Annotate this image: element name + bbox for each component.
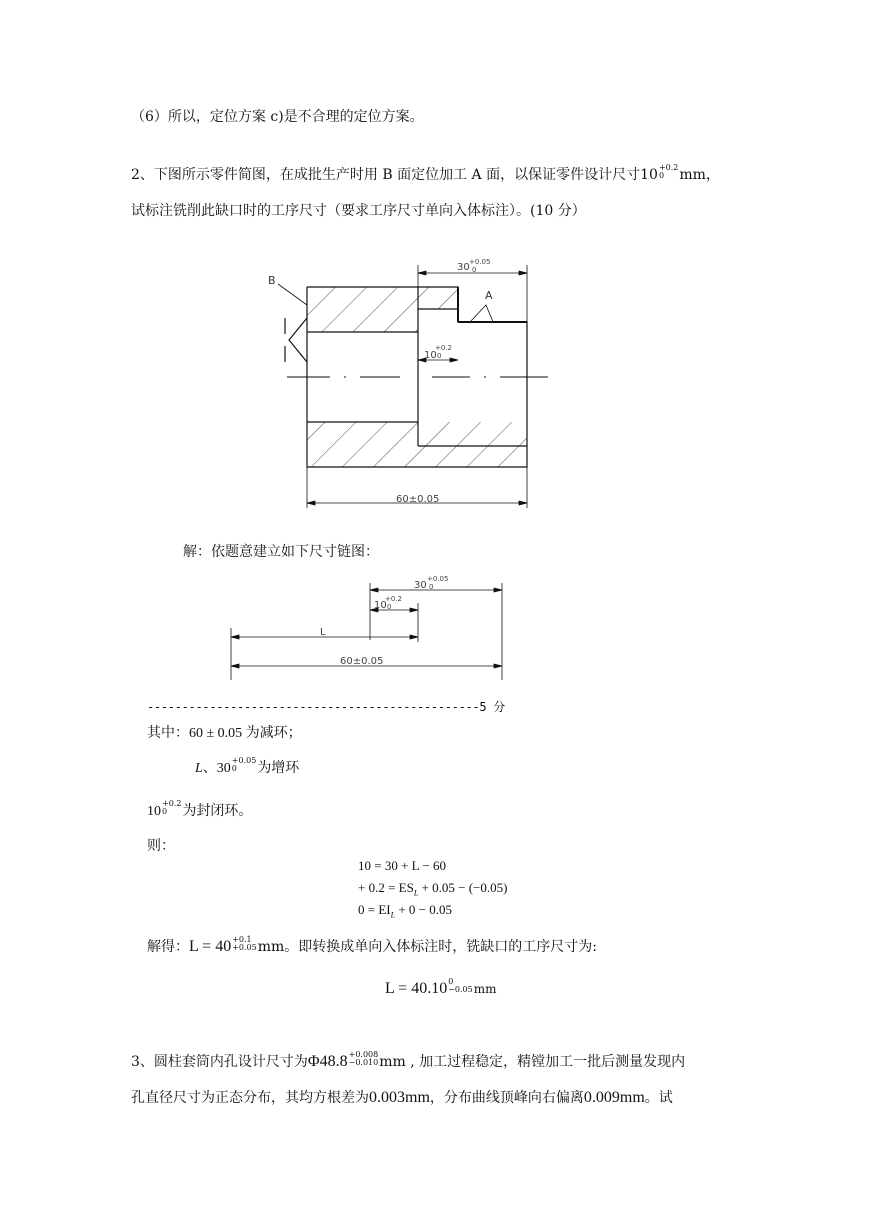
among-label: 其中： bbox=[147, 725, 189, 741]
solve-tol bbox=[232, 936, 257, 952]
closed-low: 0 bbox=[162, 807, 168, 816]
q3-sigma: 0.003mm bbox=[369, 1089, 430, 1106]
q3-offset: 0.009mm bbox=[583, 1089, 645, 1106]
q2-line-2: 试标注铣削此缺口时的工序尺寸（要求工序尺寸单向入体标注）。(10 分） bbox=[131, 203, 586, 219]
label-a: A bbox=[485, 289, 493, 302]
dim-30-low: 0 bbox=[472, 266, 477, 274]
inc-mid: 、30 bbox=[202, 761, 231, 776]
q3-up: +0.008 bbox=[348, 1050, 379, 1059]
chain-10-low: 0 bbox=[387, 603, 392, 611]
dim-60-text: 60±0.05 bbox=[396, 494, 440, 505]
chain-30-text: 30 bbox=[414, 580, 427, 591]
eq3-sub: L bbox=[390, 910, 396, 920]
closed-suffix: 为封闭环。 bbox=[182, 803, 253, 819]
chain-30-up: +0.05 bbox=[427, 575, 449, 583]
eq3-rest: + 0 − 0.05 bbox=[395, 902, 452, 917]
equation-1: 10 = 30 + L − 60 bbox=[358, 858, 446, 873]
upper-right-hatch bbox=[418, 287, 458, 309]
dim-30-up: +0.05 bbox=[469, 258, 491, 266]
solve-low: +0.05 bbox=[232, 943, 257, 952]
dimension-chain-figure bbox=[220, 570, 520, 685]
q2-dim-up: +0.2 bbox=[658, 163, 679, 172]
lower-hatch bbox=[307, 422, 527, 467]
inc-tol bbox=[232, 757, 257, 773]
q3-tol bbox=[349, 1051, 379, 1067]
solve-up: +0.1 bbox=[232, 935, 252, 944]
final-low: −0.05 bbox=[448, 985, 473, 994]
eq2-rest: + 0.05 − (−0.05) bbox=[418, 880, 508, 895]
b-leader bbox=[278, 284, 307, 305]
closed-tol bbox=[162, 800, 181, 816]
eq3-main: 0 = EI bbox=[358, 902, 391, 917]
solve-label: 解得： bbox=[147, 939, 189, 955]
q3-pre: 3、圆柱套筒内孔设计尺寸为 bbox=[131, 1054, 308, 1070]
q2-dim bbox=[640, 163, 679, 183]
solve-unit: mm。即转换成单向入体标注时，铣缺口的工序尺寸为: bbox=[257, 939, 597, 955]
q3-line-2 bbox=[131, 1087, 673, 1107]
dim-10-text: 10 bbox=[424, 350, 437, 361]
solve-l: L = 40 bbox=[189, 938, 232, 955]
closed-ring-line bbox=[147, 800, 252, 820]
decreasing-ring-line bbox=[147, 722, 302, 742]
q3-low: −0.010 bbox=[348, 1058, 379, 1067]
chain-60-text: 60±0.05 bbox=[340, 656, 384, 667]
q2-dim-base: 10 bbox=[640, 167, 658, 183]
among-text: 60 ± 0.05 为减环； bbox=[189, 726, 302, 741]
chain-10-text: 10 bbox=[374, 600, 387, 611]
part-sketch-figure bbox=[260, 250, 560, 520]
chain-10-up: +0.2 bbox=[385, 595, 402, 603]
a-leader bbox=[470, 305, 493, 322]
solve-line bbox=[147, 936, 597, 956]
inc-prefix: L bbox=[195, 761, 203, 776]
eq2-main: + 0.2 = ES bbox=[358, 880, 414, 895]
label-b: B bbox=[268, 274, 276, 287]
inc-suffix: 为增环 bbox=[257, 760, 300, 776]
inc-low: 0 bbox=[231, 764, 237, 773]
q3-post: mm , 加工过程稳定，精镗加工一批后测量发现内 bbox=[379, 1054, 686, 1070]
q2-text-post: mm， bbox=[679, 167, 720, 183]
q3-l2-post: 。试 bbox=[644, 1090, 673, 1106]
upper-hatch bbox=[307, 287, 418, 332]
q2-text-pre: 2、下图所示零件简图，在成批生产时用 B 面定位加工 A 面，以保证零件设计尺寸 bbox=[131, 167, 641, 183]
solution-intro: 解：依题意建立如下尺寸链图： bbox=[183, 544, 379, 560]
q2-dim-tol bbox=[659, 164, 678, 180]
q3-line-1 bbox=[131, 1051, 685, 1071]
final-l: L = 40.10 bbox=[385, 980, 448, 997]
score-dashes: ------------------------------------------------5 分 bbox=[147, 700, 505, 714]
chain-l-text: L bbox=[320, 627, 326, 638]
eq2-sub: L bbox=[413, 888, 419, 898]
q3-l2-pre: 孔直径尺寸为正态分布，其均方根差为 bbox=[131, 1090, 369, 1106]
equation-2 bbox=[358, 880, 507, 898]
equation-3 bbox=[358, 902, 452, 920]
chain-30-low: 0 bbox=[429, 583, 434, 591]
locating-symbol bbox=[285, 318, 307, 362]
closed-base: 10 bbox=[147, 804, 161, 819]
final-unit: mm bbox=[473, 982, 497, 996]
final-result bbox=[385, 977, 497, 998]
q2-dim-low: 0 bbox=[658, 171, 665, 180]
solution-line-6: （6）所以，定位方案 c)是不合理的定位方案。 bbox=[131, 109, 424, 125]
final-up: 0 bbox=[448, 977, 454, 986]
closed-up: +0.2 bbox=[162, 799, 182, 808]
final-tol bbox=[448, 978, 473, 994]
dim-10-up: +0.2 bbox=[435, 344, 452, 352]
increasing-ring-line bbox=[195, 757, 299, 777]
dim-10-low: 0 bbox=[437, 352, 442, 360]
q2-line-1 bbox=[131, 164, 720, 184]
q3-l2-mid: ，分布曲线顶峰向右偏离 bbox=[429, 1090, 584, 1106]
dim-30-text: 30 bbox=[457, 262, 470, 273]
q3-phi: Φ48.8 bbox=[307, 1053, 348, 1070]
then-label: 则： bbox=[147, 838, 175, 854]
inc-up: +0.05 bbox=[231, 756, 257, 765]
